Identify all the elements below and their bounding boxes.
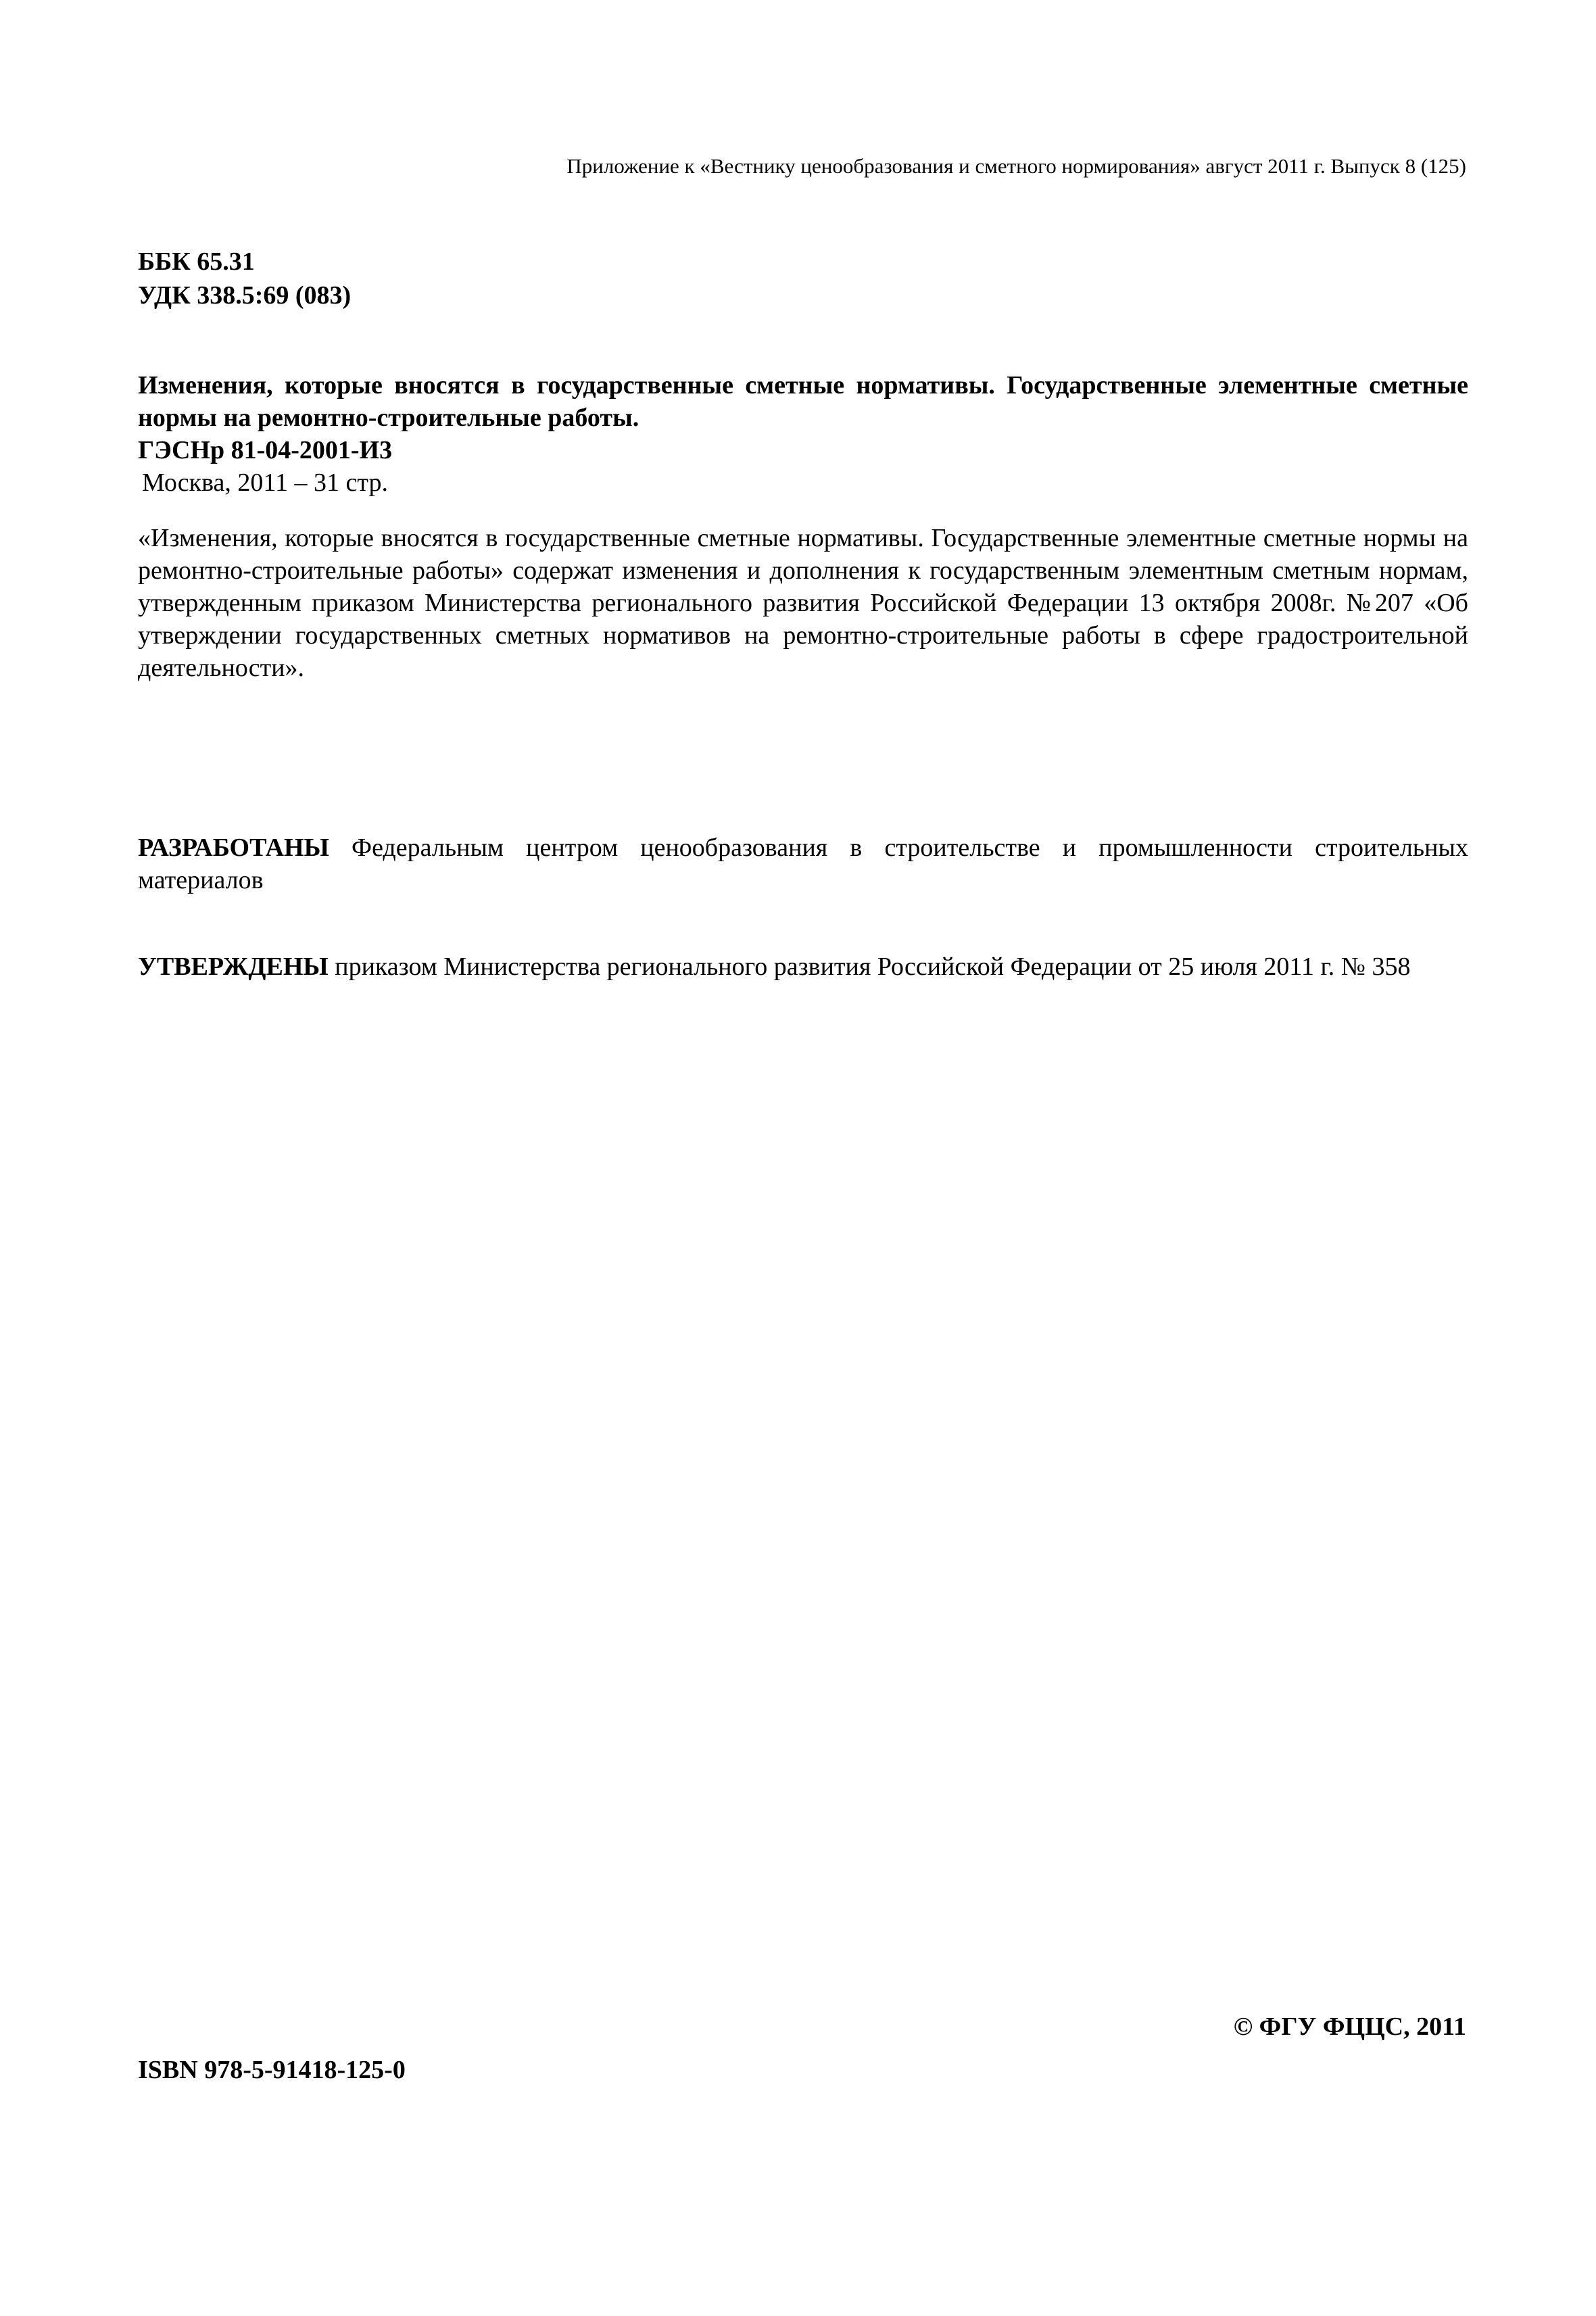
description-paragraph: «Изменения, которые вносятся в государственные сметные нормативы. Государственные элементные сметные нормы на ремонтно-строительные работы» содержат изменения и дополнения к государственным элементным сметным нормам, утвержденным приказом Министерства регионального развития Российской Федерации 13 октября 2008г. №207 «Об утверждении государственных сметных нормативов на ремонтно-строительные работы в сфере градостроительной деятельности». xyxy=(138,524,1468,682)
approved-by-paragraph xyxy=(138,950,1468,983)
title-block xyxy=(138,369,1468,499)
developed-by-paragraph xyxy=(138,831,1468,896)
copyright-notice: © ФГУ ФЦЦС, 2011 xyxy=(1233,2012,1466,2041)
document-title: Изменения, которые вносятся в государственные сметные нормативы. Государственные элементные сметные нормы на ремонтно-строительные работы. xyxy=(138,371,1468,432)
udk-code: УДК 338.5:69 (083) xyxy=(138,281,352,310)
document-code: ГЭСНр 81-04-2001-И3 xyxy=(138,436,393,464)
imprint: Москва, 2011 – 31 стр. xyxy=(142,468,388,497)
classification-block xyxy=(138,245,351,312)
isbn-number: ISBN 978-5-91418-125-0 xyxy=(138,2056,406,2084)
bbk-code: ББК 65.31 xyxy=(138,247,255,276)
approved-text: приказом Министерства регионального развития Российской Федерации от 25 июля 2011 г. № 358 xyxy=(328,952,1411,981)
developed-text: Федеральным центром ценообразования в строительстве и промышленности строительных материалов xyxy=(138,834,1468,894)
publication-header: Приложение к «Вестнику ценообразования и сметного нормирования» август 2011 г. Выпуск 8 (125) xyxy=(566,154,1466,178)
approved-lead: УТВЕРЖДЕНЫ xyxy=(138,952,329,981)
developed-lead: РАЗРАБОТАНЫ xyxy=(138,834,329,862)
